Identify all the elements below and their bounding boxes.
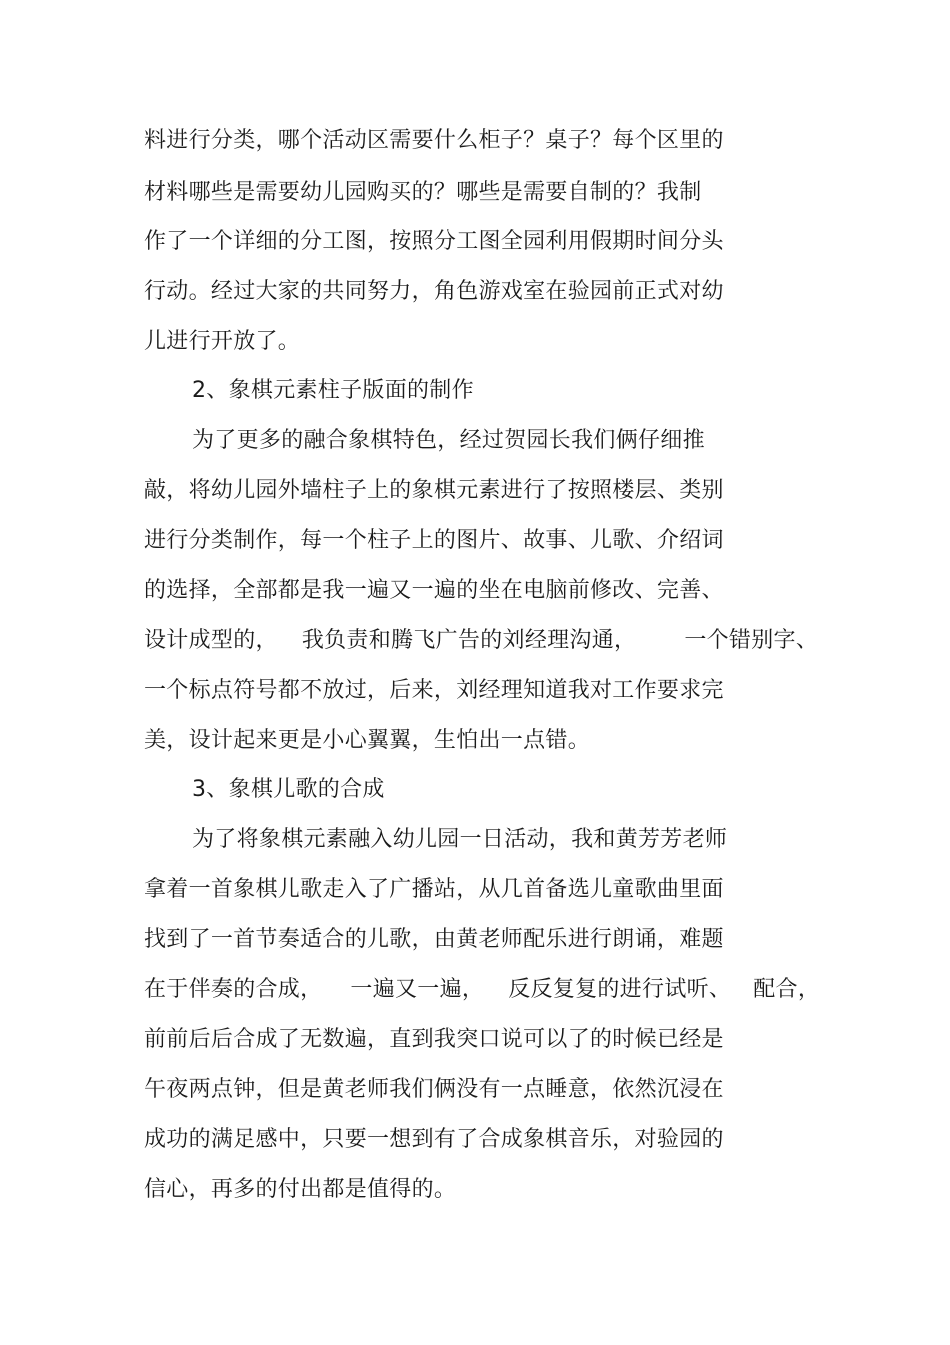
text-segment: 反反复复的进行试听、 [508, 977, 732, 1002]
section-heading: 3、象棋儿歌的合成 [192, 777, 385, 802]
paragraph-line: 拿着一首象棋儿歌走入了广播站，从几首备选儿童歌曲里面 [144, 877, 724, 902]
paragraph-line: 儿进行开放了。 [144, 329, 301, 354]
paragraph-line: 为了将象棋元素融入幼儿园一日活动，我和黄芳芳老师 [192, 827, 728, 852]
paragraph-line: 美，设计起来更是小心翼翼，生怕出一点错。 [144, 728, 591, 753]
paragraph-line: 敲，将幼儿园外墙柱子上的象棋元素进行了按照楼层、类别 [144, 478, 724, 503]
paragraph-line: 信心，再多的付出都是值得的。 [144, 1177, 457, 1202]
paragraph-line: 行动。经过大家的共同努力，角色游戏室在验园前正式对幼 [144, 279, 724, 304]
text-segment: 在于伴奏的合成， [144, 977, 323, 1002]
paragraph-line-spaced [144, 975, 820, 1005]
paragraph-line: 作了一个详细的分工图，按照分工图全园利用假期时间分头 [144, 229, 724, 254]
paragraph-line: 找到了一首节奏适合的儿歌，由黄老师配乐进行朗诵，难题 [144, 927, 724, 952]
paragraph-line: 的选择，全部都是我一遍又一遍的坐在电脑前修改、完善、 [144, 578, 724, 603]
paragraph-line: 为了更多的融合象棋特色，经过贺园长我们俩仔细推 [192, 428, 705, 453]
text-segment: 一个错别字、 [684, 628, 819, 653]
paragraph-line: 一个标点符号都不放过，后来，刘经理知道我对工作要求完 [144, 678, 724, 703]
text-segment: 配合， [753, 977, 821, 1002]
paragraph-line: 成功的满足感中，只要一想到有了合成象棋音乐，对验园的 [144, 1127, 724, 1152]
text-segment: 设计成型的， [144, 628, 278, 653]
text-segment: 一遍又一遍， [350, 977, 485, 1002]
paragraph-line: 材料哪些是需要幼儿园购买的？哪些是需要自制的？我制 [144, 180, 702, 205]
paragraph-line: 前前后后合成了无数遍，直到我突口说可以了的时候已经是 [144, 1027, 724, 1052]
text-segment: 我负责和腾飞广告的刘经理沟通， [301, 628, 637, 653]
paragraph-line-spaced [144, 626, 818, 656]
paragraph-line: 午夜两点钟，但是黄老师我们俩没有一点睡意，依然沉浸在 [144, 1077, 724, 1102]
paragraph-line: 进行分类制作，每一个柱子上的图片、故事、儿歌、介绍词 [144, 528, 724, 553]
section-heading: 2、象棋元素柱子版面的制作 [192, 378, 474, 403]
paragraph-line: 料进行分类，哪个活动区需要什么柜子？桌子？每个区里的 [144, 128, 724, 153]
